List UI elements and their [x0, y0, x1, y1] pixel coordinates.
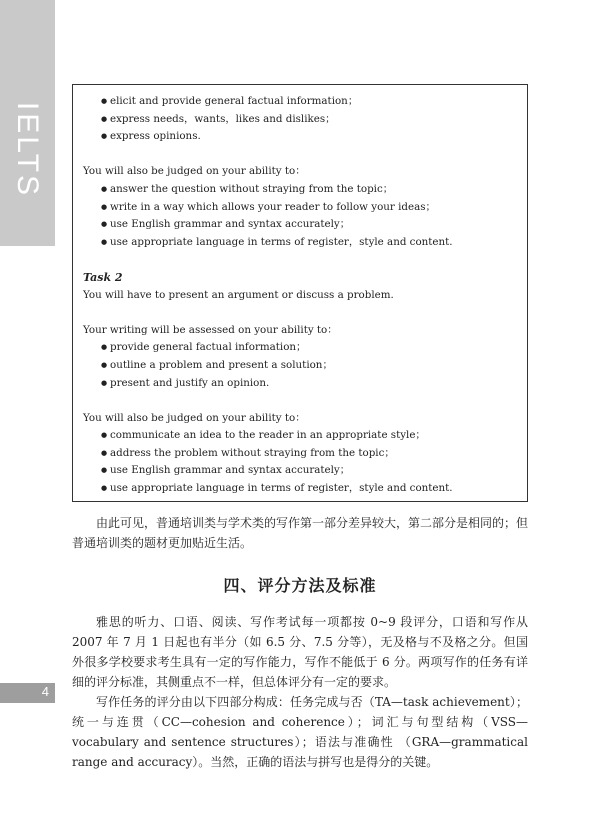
body-block [72, 612, 528, 772]
body-paragraph-1: 雅思的听力、口语、阅读、写作考试每一项都按 0~9 段评分，口语和写作从 2007 年 7 月 1 日起也有半分（如 6.5 分、7.5 分等），无及格与不及格之分。但国外很多学校要求考生具有一定的写作能力，写作不能低于 6 分。两项写作的任务有详细的评分标准，其侧重点不一样，但总体评分有一定的要求。 [72, 615, 528, 689]
judged-intro-2: You will also be judged on your ability to： [83, 411, 306, 424]
task-text: You will have to present an argument or discuss a problem. [83, 288, 394, 301]
list-item: ● communicate an idea to the reader in an appropriate style； [101, 427, 517, 445]
summary-block [72, 513, 528, 553]
list-item: ● elicit and provide general factual information； [101, 93, 517, 111]
list-item: ● write in a way which allows your reader to follow your ideas； [101, 199, 517, 217]
list-item: ● outline a problem and present a solution； [101, 357, 517, 375]
assessed-bullet-list [83, 339, 517, 392]
list-item: ● address the problem without straying from the topic； [101, 445, 517, 463]
writing-task-box [72, 84, 528, 502]
list-item: ● answer the question without straying from the topic； [101, 181, 517, 199]
list-item: ● use English grammar and syntax accurately； [101, 216, 517, 234]
side-tab-label: IELTS [11, 101, 44, 199]
side-tab [0, 0, 55, 246]
top-bullet-list [83, 93, 517, 146]
assessed-intro: Your writing will be assessed on your ability to： [83, 323, 338, 336]
summary-paragraph: 由此可见，普通培训类与学术类的写作第一部分差异较大，第二部分是相同的；但普通培训类的题材更加贴近生活。 [72, 516, 529, 550]
page-number: 4 [41, 684, 49, 699]
list-item: ● express opinions. [101, 128, 517, 146]
list-item: ● express needs，wants，likes and dislikes； [101, 111, 517, 129]
list-item: ● present and justify an opinion. [101, 375, 517, 393]
list-item: ● use English grammar and syntax accurately； [101, 462, 517, 480]
judged-bullet-list-2 [83, 427, 517, 497]
list-item: ● use appropriate language in terms of register，style and content. [101, 480, 517, 498]
list-item: ● use appropriate language in terms of register，style and content. [101, 234, 517, 252]
page-number-bar [0, 683, 55, 703]
task-heading: Task 2 [83, 270, 123, 284]
judged-bullet-list-1 [83, 181, 517, 251]
body-paragraph-2: 写作任务的评分由以下四部分构成：任务完成与否（TA—task achievement）；统一与连贯（CC—cohesion and coherence）；词汇与句型结构（VSS—vocabulary and sentence structures）；语法与准确性 （GRA—grammatical range and accuracy）。当然，正确的语法与拼写也是得分的关键。 [72, 695, 528, 769]
section-title: 四、评分方法及标准 [223, 576, 377, 595]
list-item: ● provide general factual information； [101, 339, 517, 357]
judged-intro-1: You will also be judged on your ability to： [83, 165, 306, 178]
